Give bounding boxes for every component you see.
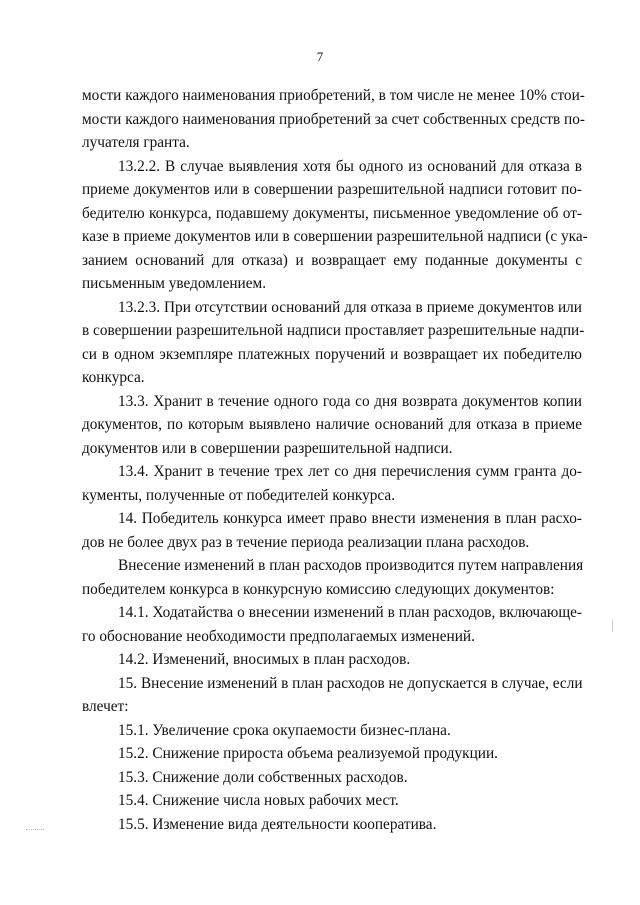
text-line: 15.1. Увеличение срока окупаемости бизнес-плана. [118,721,451,739]
text-line: Внесение изменений в план расходов производится путем направления [118,557,584,574]
text-line: в совершении разрешительной надписи проставляет разрешительные надпи- [82,322,585,339]
text-line: документов или в совершении разрешительной надписи. [82,439,453,457]
text-line: 14.1. Ходатайства о внесении изменений в план расходов, включающе- [118,604,582,621]
document-body [82,84,588,836]
text-line: влечет: [82,698,129,715]
text-line: 15. Внесение изменений в план расходов не допускается в случае, если [118,674,583,692]
text-line: лучателя гранта. [82,134,190,151]
text-line: го обоснование необходимости предполагаемых изменений. [82,627,475,645]
text-line: приеме документов или в совершении разрешительной надписи готовит по- [82,181,582,198]
text-line: конкурса. [82,369,145,386]
text-line: 13.2.3. При отсутствии оснований для отказа в приеме документов или [118,298,582,316]
text-line: 15.4. Снижение числа новых рабочих мест. [118,792,399,809]
scan-artifact [612,620,613,632]
text-line: занием оснований для отказа) и возвращает ему поданные документы с [82,251,582,269]
text-line: 13.3. Хранит в течение одного года со дня возврата документов копии [118,392,582,410]
text-line: 15.2. Снижение прироста объема реализуемой продукции. [118,745,499,762]
text-line: бедителю конкурса, подавшему документы, письменное уведомление об от- [82,204,582,222]
text-line: 14. Победитель конкурса имеет право внести изменения в план расхо- [118,510,582,527]
text-line: мости каждого наименования приобретений, в том числе не менее 10% стои- [82,87,585,104]
text-line: кументы, полученные от победителей конкурса. [82,486,396,504]
text-line: 13.2.2. В случае выявления хотя бы одного из оснований для отказа в [118,157,582,175]
text-line: дов не более двух раз в течение периода реализации плана расходов. [82,533,530,551]
text-line: письменным уведомлением. [82,275,267,292]
text-line: 14.2. Изменений, вносимых в план расходов. [118,651,411,668]
page-number: 7 [316,49,324,64]
text-line: 15.5. Изменение вида деятельности кооператива. [118,815,437,833]
text-line: документов, по которым выявлено наличие оснований для отказа в приеме [82,416,582,433]
text-line: си в одном экземпляре платежных поручений и возвращает их победителю [82,345,582,363]
text-line: победителем конкурса в конкурсную комиссию следующих документов: [82,580,555,598]
text-line: казе в приеме документов или в совершении разрешительной надписи (с ука- [82,228,588,245]
scan-artifact [26,829,44,831]
text-line: мости каждого наименования приобретений за счет собственных средств по- [82,110,585,128]
text-line: 13.4. Хранит в течение трех лет со дня перечисления сумм гранта до- [118,463,582,480]
text-line: 15.3. Снижение доли собственных расходов. [118,768,408,786]
